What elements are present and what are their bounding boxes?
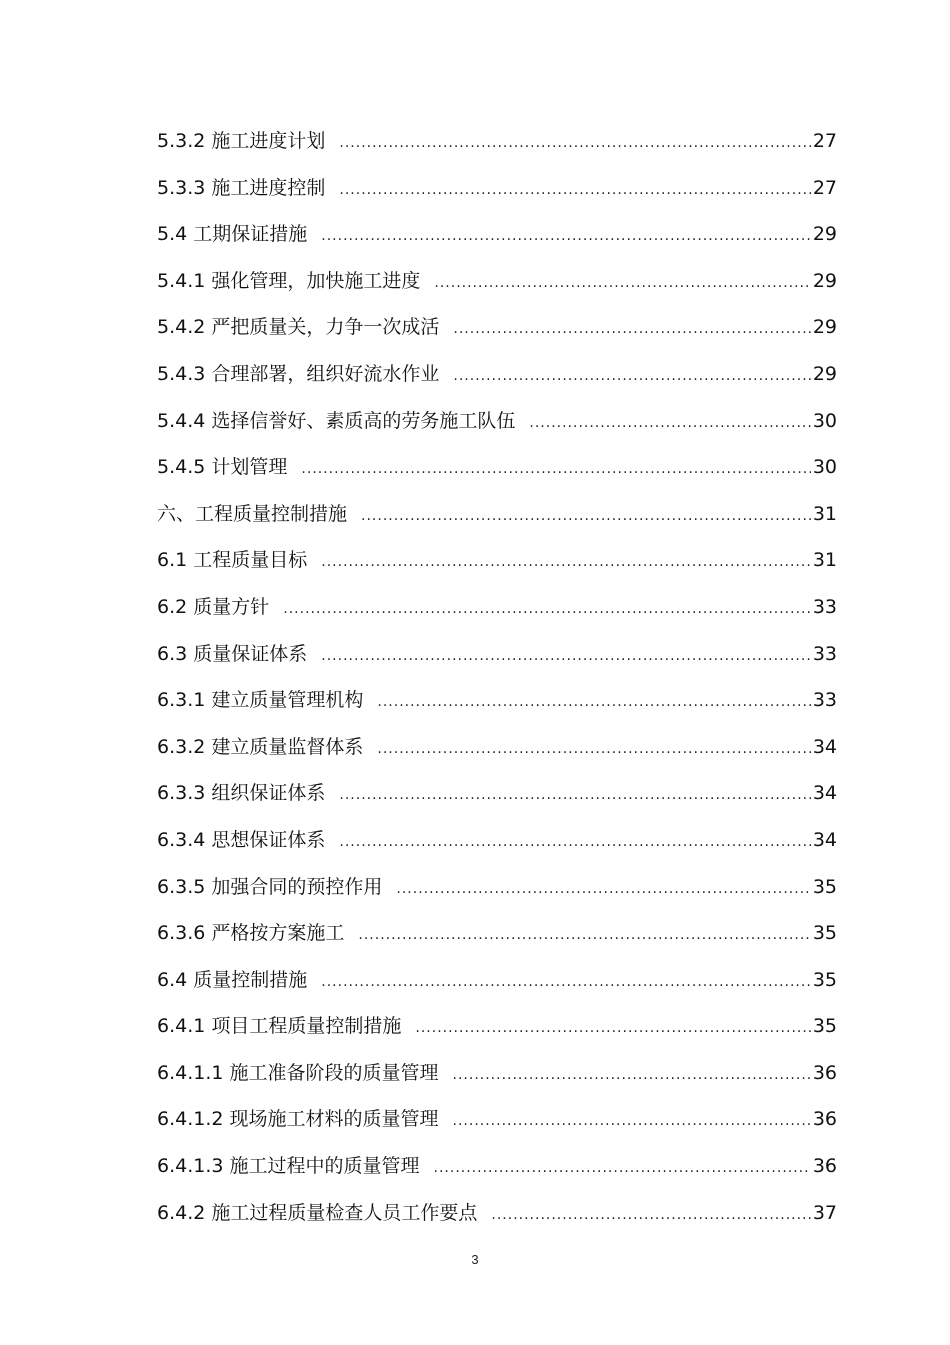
toc-entry-page: 29 — [812, 269, 837, 292]
toc-leader-dots — [415, 1005, 810, 1052]
toc-entry-page: 34 — [812, 828, 837, 851]
toc-leader-dots — [339, 819, 810, 866]
toc-entry-page: 27 — [812, 130, 837, 152]
toc-entry-page: 37 — [812, 1201, 837, 1224]
toc-entry[interactable] — [157, 864, 837, 911]
toc-entry[interactable] — [157, 584, 837, 631]
toc-entry-title: 5.4.1 强化管理，加快施工进度 — [157, 269, 421, 292]
toc-entry-title: 6.4.1 项目工程质量控制措施 — [157, 1015, 402, 1038]
toc-leader-dots — [491, 1192, 810, 1239]
toc-entry[interactable] — [157, 677, 837, 724]
toc-entry[interactable] — [157, 631, 837, 678]
toc-entry[interactable] — [157, 1003, 837, 1050]
toc-entry-page: 27 — [812, 176, 837, 199]
toc-entry-title: 6.1 工程质量目标 — [157, 549, 308, 572]
toc-leader-dots — [321, 213, 811, 260]
toc-leader-dots — [434, 1145, 811, 1192]
toc-entry-title: 六、工程质量控制措施 — [157, 502, 348, 525]
toc-leader-dots — [453, 1098, 811, 1145]
toc-entry-page: 35 — [812, 1015, 837, 1038]
toc-entry[interactable] — [157, 910, 837, 957]
toc-entry-page: 29 — [812, 362, 837, 385]
toc-entry[interactable] — [157, 770, 837, 817]
toc-leader-dots — [321, 959, 811, 1006]
toc-leader-dots — [453, 1052, 811, 1099]
toc-leader-dots — [321, 539, 811, 586]
toc-entry-title: 6.3.6 严格按方案施工 — [157, 922, 345, 945]
toc-entry-page: 33 — [812, 689, 837, 712]
toc-entry-title: 6.4.1.2 现场施工材料的质量管理 — [157, 1108, 439, 1131]
toc-entry-page: 30 — [812, 456, 837, 479]
toc-entry-page: 36 — [812, 1061, 837, 1084]
toc-entry[interactable] — [157, 211, 837, 258]
toc-entry-title: 6.3 质量保证体系 — [157, 642, 308, 665]
toc-entry[interactable] — [157, 351, 837, 398]
toc-entry-page: 31 — [812, 549, 837, 572]
toc-entry-page: 34 — [812, 735, 837, 758]
toc-leader-dots — [301, 446, 810, 493]
toc-entry[interactable] — [157, 491, 837, 538]
toc-leader-dots — [339, 167, 810, 214]
toc-entry-title: 5.4.4 选择信誉好、素质高的劳务施工队伍 — [157, 409, 516, 432]
toc-leader-dots — [358, 912, 810, 959]
toc-entry-title: 6.4 质量控制措施 — [157, 968, 308, 991]
toc-entry[interactable] — [157, 398, 837, 445]
toc-entry[interactable] — [157, 1143, 837, 1190]
toc-entry[interactable] — [157, 1190, 837, 1237]
toc-leader-dots — [377, 679, 810, 726]
toc-entry[interactable] — [157, 957, 837, 1004]
toc-entry[interactable] — [157, 258, 837, 305]
toc-entry-page: 35 — [812, 968, 837, 991]
toc-leader-dots — [453, 353, 810, 400]
toc-entry-page: 29 — [812, 316, 837, 339]
toc-entry[interactable] — [157, 537, 837, 584]
toc-entry-title: 5.4 工期保证措施 — [157, 223, 308, 246]
toc-entry-title: 6.3.4 思想保证体系 — [157, 828, 326, 851]
toc-leader-dots — [377, 726, 810, 773]
toc-leader-dots — [453, 306, 810, 353]
toc-entry-title: 6.3.3 组织保证体系 — [157, 782, 326, 805]
toc-leader-dots — [339, 772, 810, 819]
toc-entry[interactable] — [157, 817, 837, 864]
toc-entry[interactable] — [157, 165, 837, 212]
toc-entry-title: 5.4.5 计划管理 — [157, 456, 288, 479]
toc-entry[interactable] — [157, 444, 837, 491]
toc-entry-page: 33 — [812, 642, 837, 665]
toc-entry[interactable] — [157, 1050, 837, 1097]
toc-leader-dots — [396, 866, 810, 913]
toc-entry-page: 36 — [812, 1108, 837, 1131]
toc-entry-page: 36 — [812, 1155, 837, 1178]
toc-entry-title: 5.4.2 严把质量关，力争一次成活 — [157, 316, 440, 339]
toc-entry-title: 6.4.2 施工过程质量检查人员工作要点 — [157, 1201, 478, 1224]
toc-entry-title: 6.3.1 建立质量管理机构 — [157, 689, 364, 712]
table-of-contents — [157, 118, 837, 1236]
toc-entry-page: 35 — [812, 922, 837, 945]
toc-entry-title: 6.3.2 建立质量监督体系 — [157, 735, 364, 758]
toc-entry-page: 29 — [812, 223, 837, 246]
toc-entry-page: 31 — [812, 502, 837, 525]
toc-leader-dots — [321, 633, 811, 680]
toc-entry-title: 6.4.1.3 施工过程中的质量管理 — [157, 1155, 420, 1178]
toc-entry[interactable] — [157, 724, 837, 771]
toc-entry-title: 6.3.5 加强合同的预控作用 — [157, 875, 383, 898]
page-number: 3 — [471, 1252, 479, 1267]
toc-entry[interactable] — [157, 304, 837, 351]
toc-entry-page: 35 — [812, 875, 837, 898]
toc-entry[interactable] — [157, 118, 837, 165]
toc-leader-dots — [339, 120, 810, 167]
toc-leader-dots — [283, 586, 811, 633]
toc-entry-title: 5.4.3 合理部署，组织好流水作业 — [157, 362, 440, 385]
toc-entry[interactable] — [157, 1096, 837, 1143]
toc-entry-page: 34 — [812, 782, 837, 805]
toc-entry-title: 5.3.3 施工进度控制 — [157, 176, 326, 199]
toc-leader-dots — [434, 260, 810, 307]
toc-entry-title: 6.4.1.1 施工准备阶段的质量管理 — [157, 1061, 439, 1084]
toc-entry-title: 5.3.2 施工进度计划 — [157, 130, 326, 152]
toc-entry-page: 33 — [812, 595, 837, 618]
toc-leader-dots — [361, 493, 811, 540]
toc-leader-dots — [529, 400, 810, 447]
toc-entry-page: 30 — [812, 409, 837, 432]
toc-entry-title: 6.2 质量方针 — [157, 595, 270, 618]
